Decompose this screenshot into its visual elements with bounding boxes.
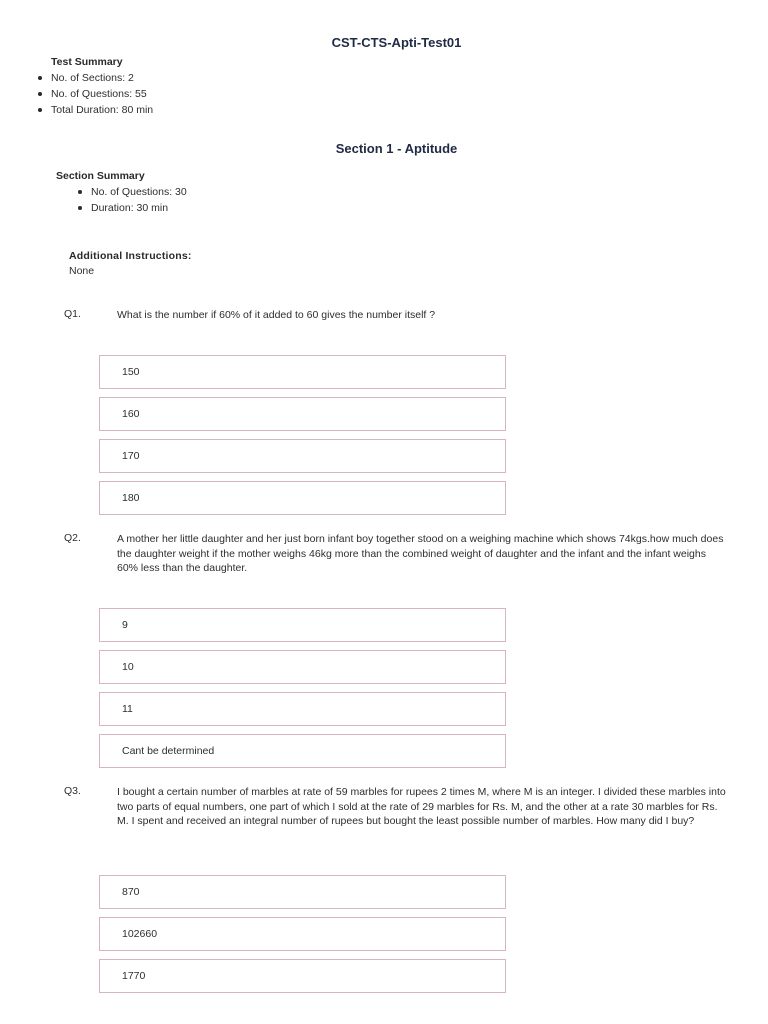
answer-option[interactable]: 10 bbox=[99, 650, 506, 684]
answer-option[interactable]: Cant be determined bbox=[99, 734, 506, 768]
answer-option[interactable]: 11 bbox=[99, 692, 506, 726]
answer-option[interactable]: 9 bbox=[99, 608, 506, 642]
additional-instructions-text: None bbox=[69, 265, 95, 277]
test-summary-questions: No. of Questions: 55 bbox=[37, 86, 153, 102]
question-text: What is the number if 60% of it added to 60 gives the number itself ? bbox=[117, 309, 436, 321]
test-title: CST-CTS-Apti-Test01 bbox=[331, 35, 462, 50]
additional-instructions-heading: Additional Instructions: bbox=[69, 250, 192, 262]
answer-option[interactable]: 160 bbox=[99, 397, 506, 431]
question-text: A mother her little daughter and her just born infant boy together stood on a weighing machine which shows 74kgs.how much does the daughter weight if the mother weighs 46kg more than the combined weight of daughter and the infant and the infant weighs 60% less than the daughter. bbox=[117, 533, 724, 575]
question-number: Q3. bbox=[64, 785, 81, 797]
section-summary-list bbox=[77, 184, 187, 216]
section-summary-duration: Duration: 30 min bbox=[77, 200, 187, 216]
test-summary-sections: No. of Sections: 2 bbox=[37, 70, 153, 86]
test-summary-duration: Total Duration: 80 min bbox=[37, 102, 153, 118]
question-number: Q2. bbox=[64, 532, 81, 544]
answer-option[interactable]: 102660 bbox=[99, 917, 506, 951]
question-number: Q1. bbox=[64, 308, 81, 320]
section-title: Section 1 - Aptitude bbox=[335, 141, 458, 156]
answer-option[interactable]: 870 bbox=[99, 875, 506, 909]
section-summary-questions: No. of Questions: 30 bbox=[77, 184, 187, 200]
test-summary-heading: Test Summary bbox=[51, 56, 123, 68]
test-summary-list bbox=[37, 70, 153, 118]
section-summary-heading: Section Summary bbox=[56, 170, 145, 182]
answer-option[interactable]: 150 bbox=[99, 355, 506, 389]
question-text: I bought a certain number of marbles at rate of 59 marbles for rupees 2 times M, where M is an integer. I divided these marbles into two parts of equal numbers, one part of which I sold at the rate of 29 marbles for Rs. M, and the other at a rate 30 marbles for Rs. M. I spent and received an integral number of rupees but bought the least possible number of marbles. How many did I buy? bbox=[117, 786, 726, 828]
answer-option[interactable]: 180 bbox=[99, 481, 506, 515]
answer-option[interactable]: 1770 bbox=[99, 959, 506, 993]
answer-option[interactable]: 170 bbox=[99, 439, 506, 473]
